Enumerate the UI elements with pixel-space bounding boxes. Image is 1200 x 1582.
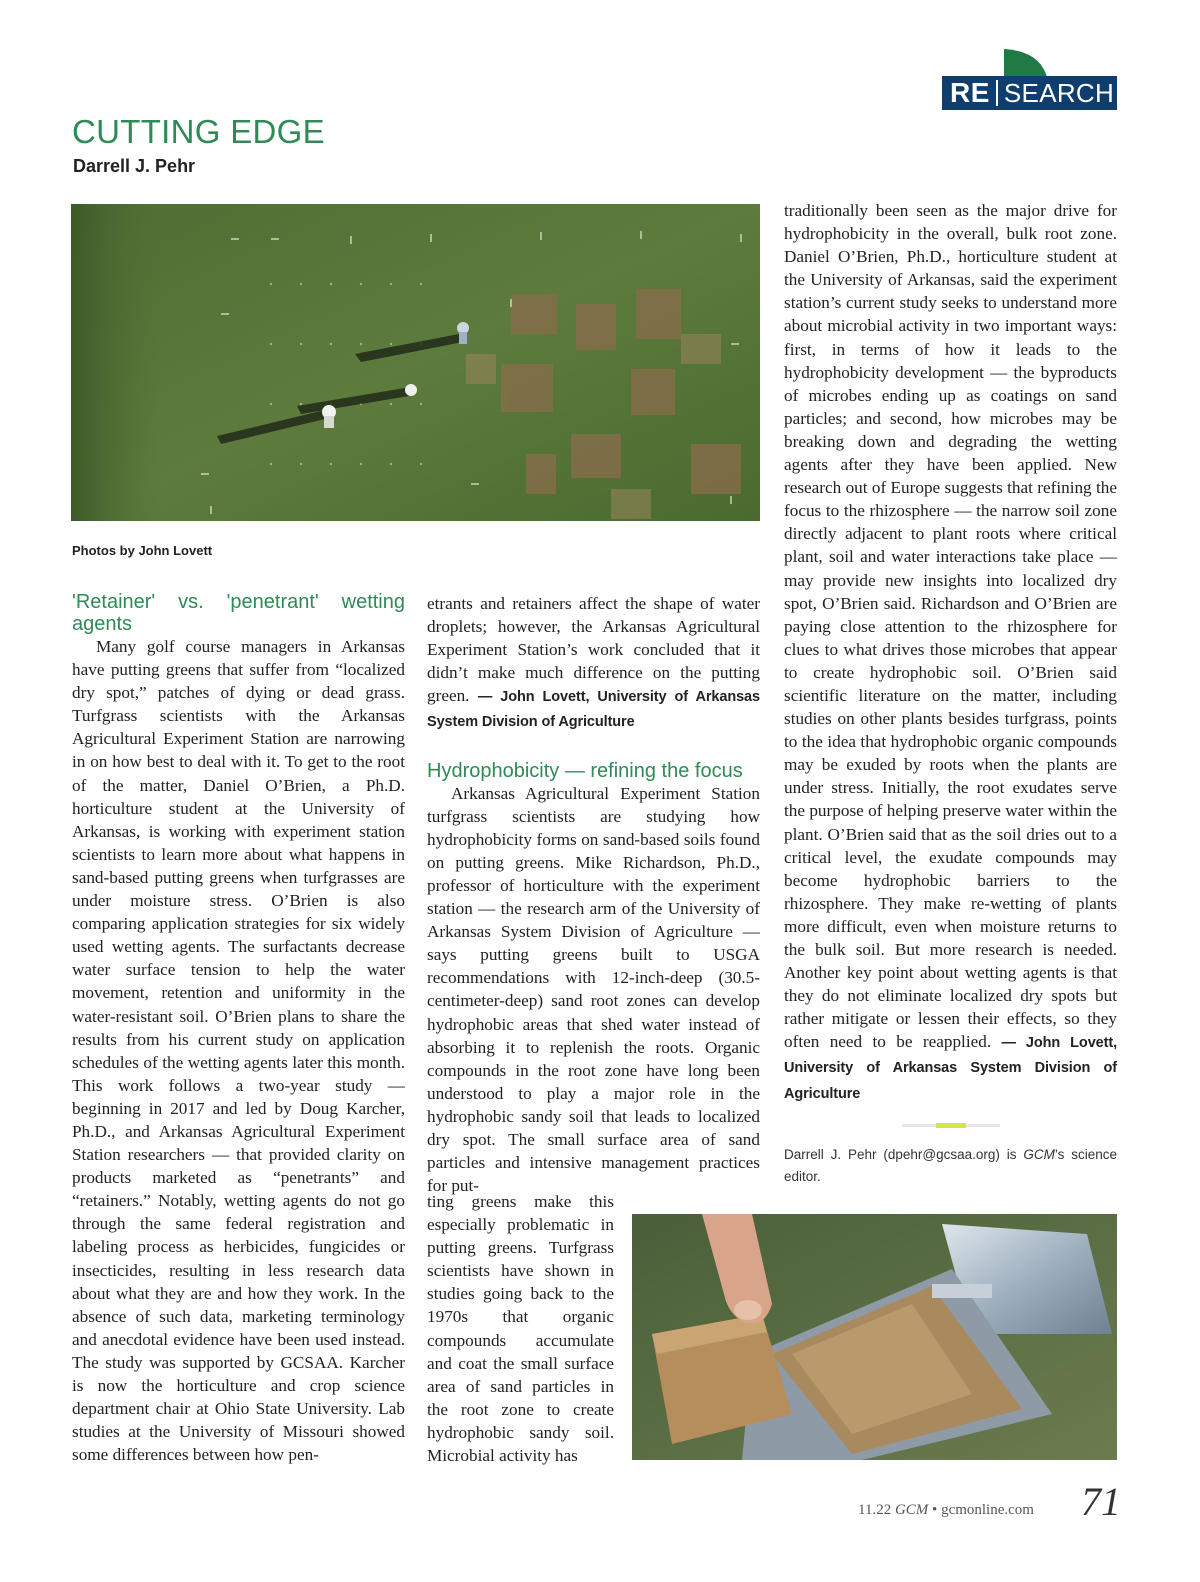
- soil-tray-photo: [632, 1214, 1117, 1460]
- article-signature: — John Lovett, University of Arkansas System Division of Agriculture: [784, 1035, 1118, 1102]
- article-paragraph-continued: ting greens make this especially problematic in putting greens. Turfgrass scientists have shown in studies going back to the 1970s that organic compounds accumulate and coat the small surface area of sand particles in the root zone to create hydrophobic sandy soil. Microbial activity has: [427, 1192, 614, 1466]
- heading-retainer-vs-penetrant: 'Retainer' vs. 'penetrant' wetting agents: [72, 591, 405, 635]
- article-paragraph: Arkansas Agricultural Experiment Station turfgrass scientists are studying how hydrophobicity forms on sand-based soils found on putting greens. Mike Richardson, Ph.D., professor of horticulture with the experiment station — the research arm of the University of Arkansas System Division of Agriculture — says putting greens built to USGA recommendations with 12-inch-deep (30.5-centimeter-deep) sand root zones can develop hydrophobic areas that shed water instead of absorbing it to replenish the roots. Organic compounds in the root zone have long been understood to play a major role in the hydrophobic sandy soil that leads to localized dry spot. The small surface area of sand particles and intensive management practices for put-: [427, 783, 760, 1196]
- article-paragraph: Many golf course managers in Arkansas have putting greens that suffer from “localized dry spot,” patches of dying or dead grass. Turfgrass scientists with the Arkansas Agricultural Experiment Station are narrowing in on how best to deal with it. To get to the root of the matter, Daniel O’Brien, a Ph.D. horticulture student at the University of Arkansas, is working with experiment station scientists to learn more about what happens in sand-based putting greens when turfgrasses are under moisture stress. O’Brien is also comparing application strategies for six widely used wetting agents. The surfactants decrease water surface tension to help the water movement, retention and uniformity in the water-resistant soil. O’Brien plans to share the results from his current study on application schedules of the wetting agents later this month. This work follows a two-year study — beginning in 2017 and led by Doug Karcher, Ph.D., and Arkansas Agricultural Experiment Station researchers — that provided clarity on products marketed as “penetrants” and “retainers.” Notably, wetting agents do not go through the same federal registration and labeling process as herbicides, fungicides or insecticides, resulting in less research data about what they are and how they work. In the absence of such data, marketing terminology and anecdotal evidence have been used instead. The study was supported by GCSAA. Karcher is now the horticulture and crop science department chair at Ohio State University. Lab studies at the University of Missouri showed some differences between how pen-: [72, 637, 405, 1465]
- page-number: 71: [1081, 1479, 1121, 1524]
- article-column-2: [427, 592, 760, 1197]
- section-title: CUTTING EDGE: [72, 113, 325, 150]
- photo-credit: Photos by John Lovett: [72, 543, 213, 558]
- article-signature: — John Lovett, University of Arkansas System Division of Agriculture: [427, 689, 760, 731]
- article-paragraph-continued: [784, 199, 1117, 1106]
- article-paragraph-continued: [427, 592, 760, 735]
- research-tab-divider: [996, 80, 998, 106]
- article-column-3: [784, 199, 1117, 1106]
- footer-issue: 11.22: [858, 1502, 892, 1518]
- paragraph-text: etrants and retainers affect the shape of water droplets; however, the Arkansas Agricultural Experiment Station’s work concluded that it didn’t make much difference on the putting green.: [427, 594, 760, 706]
- footer-info: [858, 1502, 1034, 1519]
- soil-tray-photo-image: [632, 1214, 1117, 1460]
- article-column-2-continued: [427, 1190, 614, 1467]
- footer-separator: •: [932, 1502, 938, 1518]
- bio-text: Darrell J. Pehr (dpehr@gcsaa.org) is: [784, 1147, 1024, 1162]
- footer-website: gcmonline.com: [941, 1502, 1034, 1518]
- byline-author: Darrell J. Pehr: [73, 156, 196, 176]
- author-bio: [784, 1144, 1117, 1188]
- research-tab-re: RE: [950, 77, 990, 108]
- footer-publication: GCM: [894, 1502, 929, 1518]
- aerial-photo: [71, 204, 760, 521]
- research-tab: [942, 76, 1117, 110]
- bio-magazine: GCM: [1023, 1147, 1055, 1162]
- heading-hydrophobicity: Hydrophobicity — refining the focus: [427, 759, 743, 782]
- paragraph-text: traditionally been seen as the major drive for hydrophobicity in the overall, bulk root zone. Daniel O’Brien, Ph.D., horticulture student at the University of Arkansas, said the experiment station’s current study seeks to understand more about microbial activity in two important ways: first, in terms of how it leads to the hydrophobicity development — the byproducts of microbes ending up as coatings on sand particles; and second, how microbes may be breaking down and degrading the wetting agents after they have been applied. New research out of Europe suggests that refining the focus to the rhizosphere — the narrow soil zone directly adjacent to plant roots where critical plant, soil and water interactions take place — may provide new insights into localized dry spot, O’Brien said. Richardson and O’Brien are paying close attention to the rhizosphere for clues to what drives those microbes that appear to create hydrophobic soil. O’Brien said scientific literature on the matter, including studies on other plants besides turfgrass, points to the idea that hydrophobic organic compounds may be exuded by roots when the plants are under stress. Initially, the root exudates serve the purpose of helping preserve water within the plant. O’Brien said that as the soil dries out to a critical level, the exudate compounds may become hydrophobic barriers to the rhizosphere. They make re-wetting of plants more difficult, even when moisture returns to the bulk soil. But more research is needed. Another key point about wetting agents is that they do not eliminate localized dry spots but rather mitigate or lessen their effects, so they often need to be reapplied.: [784, 201, 1117, 1052]
- bio-text-end: ’s science editor.: [784, 1147, 1118, 1184]
- aerial-photo-image: [71, 204, 760, 521]
- bio-separator-accent: [936, 1123, 966, 1128]
- research-tab-search: SEARCH: [1003, 77, 1115, 108]
- article-column-1: [72, 591, 405, 1466]
